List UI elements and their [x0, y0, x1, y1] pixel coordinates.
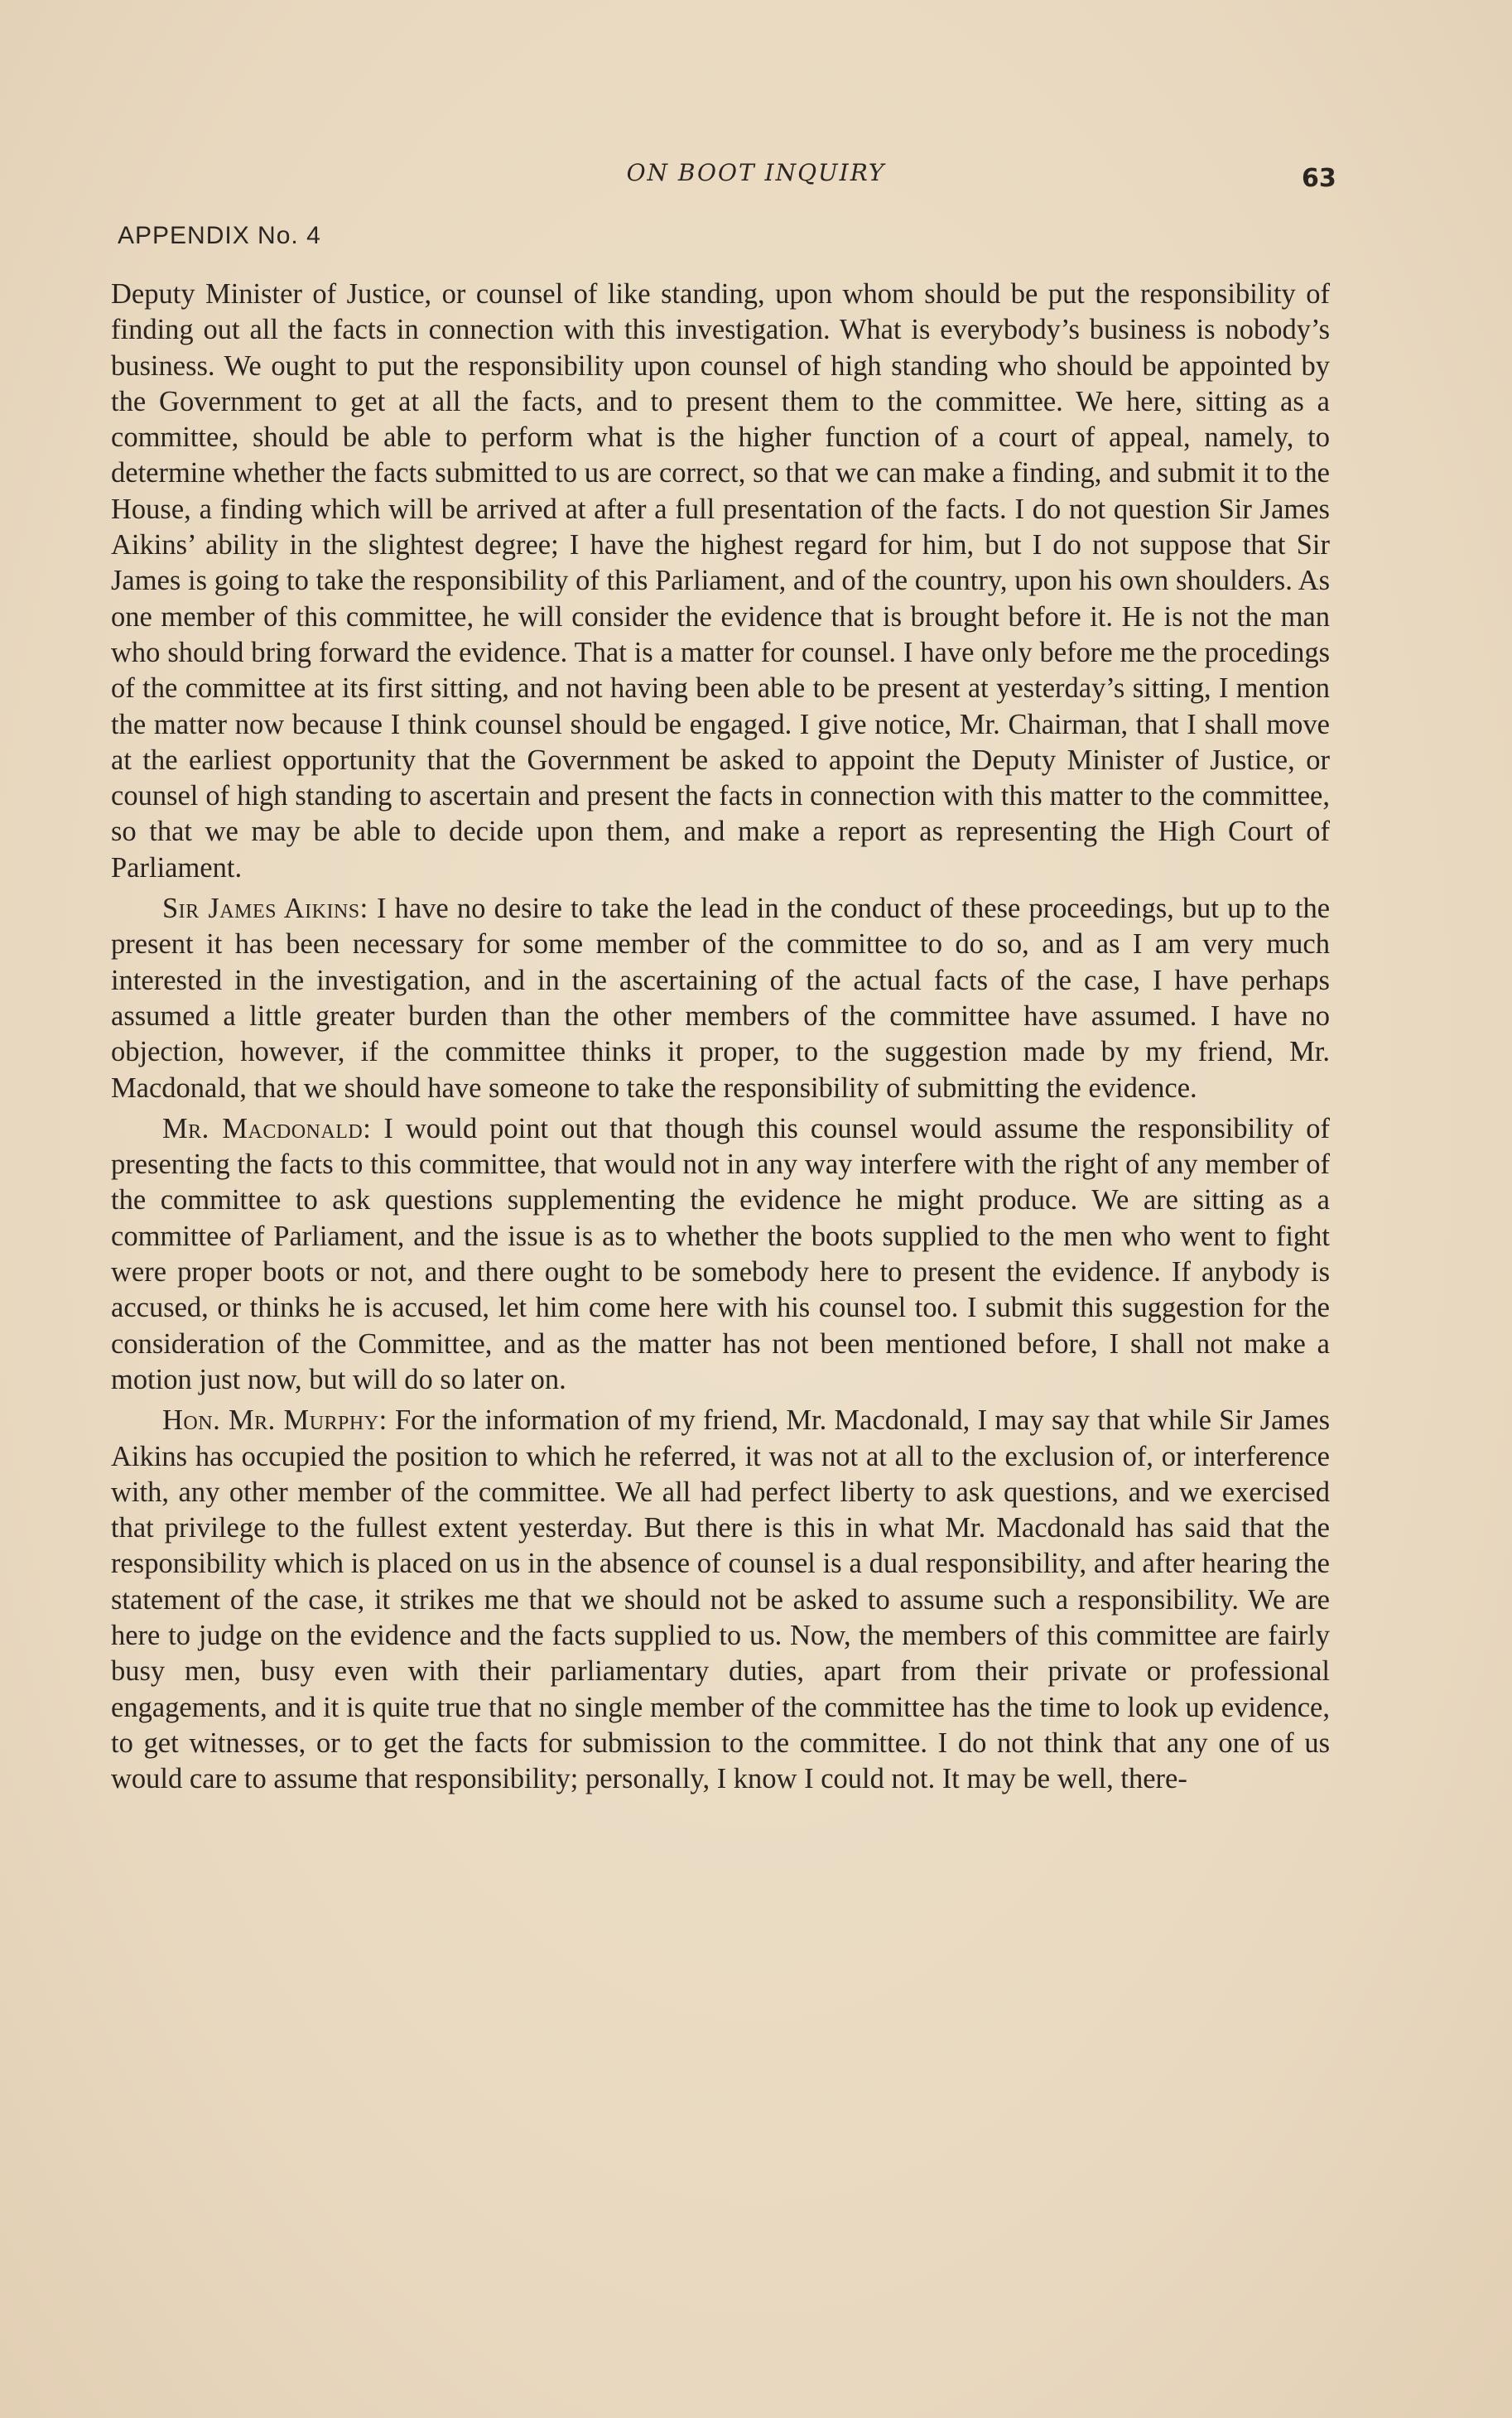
paragraph-text: For the information of my friend, Mr. Macdonald, I may say that while Sir James Aikins has occupied the position to which he referred, it was not at all to the exclusion of, or interference with, any other member of the committee. We all had perfect liberty to ask questions, and we exercised that privilege to the fullest extent yesterday. But there is this in what Mr. Macdonald has said that the responsibility which is placed on us in the absence of counsel is a dual responsibility, and after hearing the statement of the case, it strikes me that we should not be asked to assume such a responsibility. We are here to judge on the evidence and the facts supplied to us. Now, the members of this committee are fairly busy men, busy even with their parliamentary duties, apart from their private or professional engagements, and it is quite true that no single member of the committee has the time to look up evidence, to get witnesses, or to get the facts for submission to the committee. I do not think that any one of us would care to assume that responsibility; personally, I know I could not. It may be well, there- [111, 1404, 1331, 1795]
paragraph [111, 277, 1330, 886]
paragraph [111, 891, 1330, 1106]
paragraph-text: I have no desire to take the lead in the conduct of these proceedings, but up to the present it has been necessary for some member of the committee to do so, and as I am very much interested in the investigation, and in the ascertaining of the actual facts of the case, I have perhaps assumed a little greater burden than the other members of the committee have assumed. I have no objection, however, if the committee thinks it proper, to the suggestion made by my friend, Mr. Macdonald, that we should have someone to take the responsibility of submitting the evidence. [111, 893, 1331, 1104]
appendix-label: APPENDIX No. 4 [118, 222, 321, 249]
paragraph-text: Deputy Minister of Justice, or counsel of like standing, upon whom should be put the responsibility of finding out all the facts in connection with this investigation. What is everybody’s business is nobody’s business. We ought to put the responsibility upon counsel of high standing who should be appointed by the Government to get at all the facts, and to present them to the committee. We here, sitting as a committee, should be able to perform what is the higher function of a court of appeal, namely, to determine whether the facts submitted to us are correct, so that we can make a finding, and submit it to the House, a finding which will be arrived at after a full presentation of the facts. I do not question Sir James Aikins’ ability in the slightest degree; I have the highest regard for him, but I do not suppose that Sir James is going to take the responsibility of this Parliament, and of the country, upon his own shoulders. As one member of this committee, he will consider the evidence that is brought before it. He is not the man who should bring forward the evidence. That is a matter for counsel. I have only before me the procedings of the committee at its first sitting, and not having been able to be present at yesterday’s sitting, I mention the matter now because I think counsel should be engaged. I give notice, Mr. Chairman, that I shall move at the earliest opportunity that the Government be asked to appoint the Deputy Minister of Justice, or counsel of high standing to ascertain and present the facts in connection with this matter to the committee, so that we may be able to decide upon them, and make a report as representing the High Court of Parliament. [111, 278, 1330, 884]
paragraph-text: I would point out that though this counsel would assume the responsibility of presenting the facts to this committee, that would not in any way interfere with the right of any member of the committee to ask questions supplementing the evidence he might produce. We are sitting as a committee of Parliament, and the issue is as to whether the boots supplied to the men who went to fight were proper boots or not, and there ought to be somebody here to present the evidence. If anybody is accused, or thinks he is accused, let him come here with his counsel too. I submit this suggestion for the consideration of the Committee, and as the matter has not been mentioned before, I shall not make a motion just now, but will do so later on. [111, 1112, 1331, 1395]
speaker-name: Mr. Macdonald: [162, 1112, 372, 1144]
paragraph [111, 1111, 1330, 1398]
speaker-name: Sir James Aikins: [162, 893, 368, 925]
body-text [111, 277, 1330, 1802]
paragraph [111, 1403, 1330, 1797]
page-number: 63 [1302, 164, 1336, 193]
speaker-name: Hon. Mr. Murphy: [162, 1404, 388, 1437]
running-title: ON BOOT INQUIRY [626, 159, 886, 186]
